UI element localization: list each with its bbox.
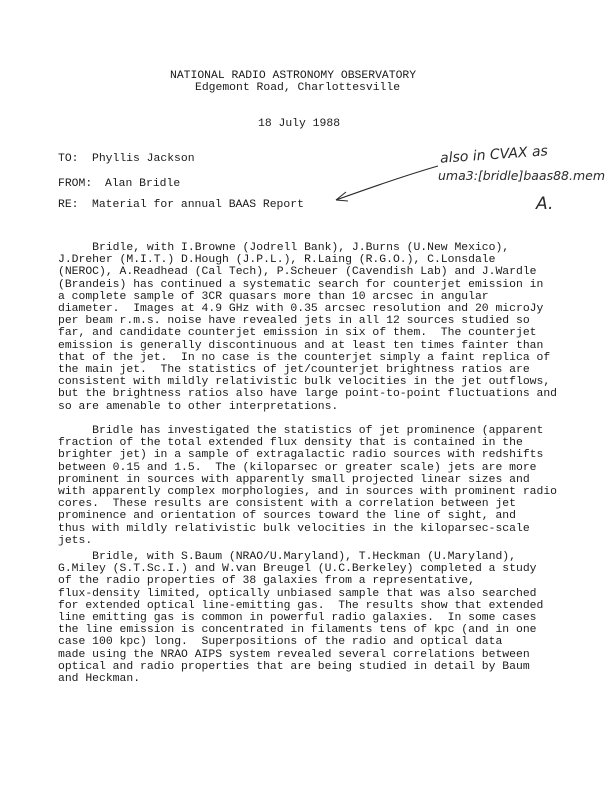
paragraph-line: the main jet. The statistics of jet/counterjet brightness ratios are	[58, 364, 530, 377]
paragraph-line: per beam r.m.s. noise have revealed jets in all 12 sources studied so	[58, 315, 530, 328]
paragraph-line: diameter. Images at 4.9 GHz with 0.35 arcsec resolution and 20 microJy	[58, 303, 544, 316]
from-label: FROM:	[58, 178, 93, 190]
paragraph-line: that of the jet. In no case is the counterjet simply a faint replica of	[58, 351, 551, 364]
paragraph-line: brighter jet) in a sample of extragalactic radio sources with redshifts	[58, 449, 544, 462]
paragraph-line: for extended optical line-emitting gas. The results show that extended	[58, 599, 544, 612]
re-label: RE:	[58, 199, 79, 211]
paragraph-line: case 100 kpc) long. Superpositions of the radio and optical data	[58, 636, 503, 649]
paragraph-line: (NEROC), A.Readhead (Cal Tech), P.Scheuer (Cavendish Lab) and J.Wardle	[58, 266, 537, 279]
handwritten-note-line1: also in CVAX as	[439, 143, 549, 167]
paragraph-3	[58, 551, 598, 685]
paragraph-line: prominence and orientation of sources toward the line of sight, and	[58, 510, 516, 523]
paragraph-line: optical and radio properties that are being studied in detail by Baum	[58, 660, 530, 673]
paragraph-line: made using the NRAO AIPS system revealed several correlations between	[58, 648, 530, 661]
handwritten-note-line2: uma3:[bridle]baas88.mem	[438, 168, 606, 183]
handwritten-initials: A.	[536, 194, 554, 214]
paragraph-line: Bridle, with S.Baum (NRAO/U.Maryland), T.Heckman (U.Maryland),	[58, 551, 516, 563]
paragraph-line: (Brandeis) has continued a systematic search for counterjet emission in	[58, 278, 544, 291]
paragraph-line: far, and candidate counterjet emission in six of them. The counterjet	[58, 327, 537, 340]
paragraph-line: so are amenable to other interpretations.	[58, 400, 339, 413]
to-label: TO:	[58, 153, 79, 165]
handwritten-arrow	[320, 160, 490, 210]
paragraph-line: a complete sample of 3CR quasars more than 10 arcsec in angular	[58, 290, 489, 303]
paragraph-line: but the brightness ratios also have large point-to-point fluctuations and	[58, 388, 557, 401]
paragraph-line: fraction of the total extended flux density that is contained in the	[58, 437, 523, 450]
from-value: Alan Bridle	[105, 178, 181, 190]
org-name: NATIONAL RADIO ASTRONOMY OBSERVATORY	[170, 70, 417, 82]
paragraph-line: jets.	[58, 534, 93, 547]
paragraph-line: cores. These results are consistent with a correlation between jet	[58, 498, 516, 511]
paragraph-line: flux-density limited, optically unbiased sample that was also searched	[58, 587, 537, 600]
paragraph-line: the line emission is concentrated in filaments tens of kpc (and in one	[58, 624, 537, 637]
paragraph-1	[58, 242, 598, 413]
paragraph-line: of the radio properties of 38 galaxies from a representative,	[58, 575, 475, 588]
re-value: Material for annual BAAS Report	[92, 199, 304, 211]
paragraph-line: line emitting gas is common in powerful radio galaxies. In some cases	[58, 612, 537, 625]
memo-date: 18 July 1988	[258, 118, 341, 130]
paragraph-line: with apparently complex morphologies, and in sources with prominent radio	[58, 486, 557, 499]
paragraph-line: thus with mildly relativistic bulk velocities in the kiloparsec-scale	[58, 522, 530, 535]
paragraph-line: between 0.15 and 1.5. The (kiloparsec or greater scale) jets are more	[58, 461, 537, 474]
paragraph-line: and Heckman.	[58, 673, 141, 686]
paragraph-line: J.Dreher (M.I.T.) D.Hough (J.P.L.), R.Laing (R.G.O.), C.Lonsdale	[58, 254, 496, 267]
paragraph-line: Bridle has investigated the statistics of jet prominence (apparent	[58, 425, 544, 437]
paragraph-line: prominent in sources with apparently small projected linear sizes and	[58, 473, 530, 486]
to-value: Phyllis Jackson	[92, 153, 195, 165]
paragraph-line: Bridle, with I.Browne (Jodrell Bank), J.Burns (U.New Mexico),	[58, 242, 510, 254]
paragraph-line: G.Miley (S.T.Sc.I.) and W.van Breugel (U.C.Berkeley) completed a study	[58, 563, 537, 576]
org-address: Edgemont Road, Charlottesville	[195, 82, 401, 94]
paragraph-line: emission is generally discontinuous and at least ten times fainter than	[58, 339, 544, 352]
paragraph-2	[58, 425, 598, 547]
paragraph-line: consistent with mildly relativistic bulk velocities in the jet outflows,	[58, 376, 551, 389]
